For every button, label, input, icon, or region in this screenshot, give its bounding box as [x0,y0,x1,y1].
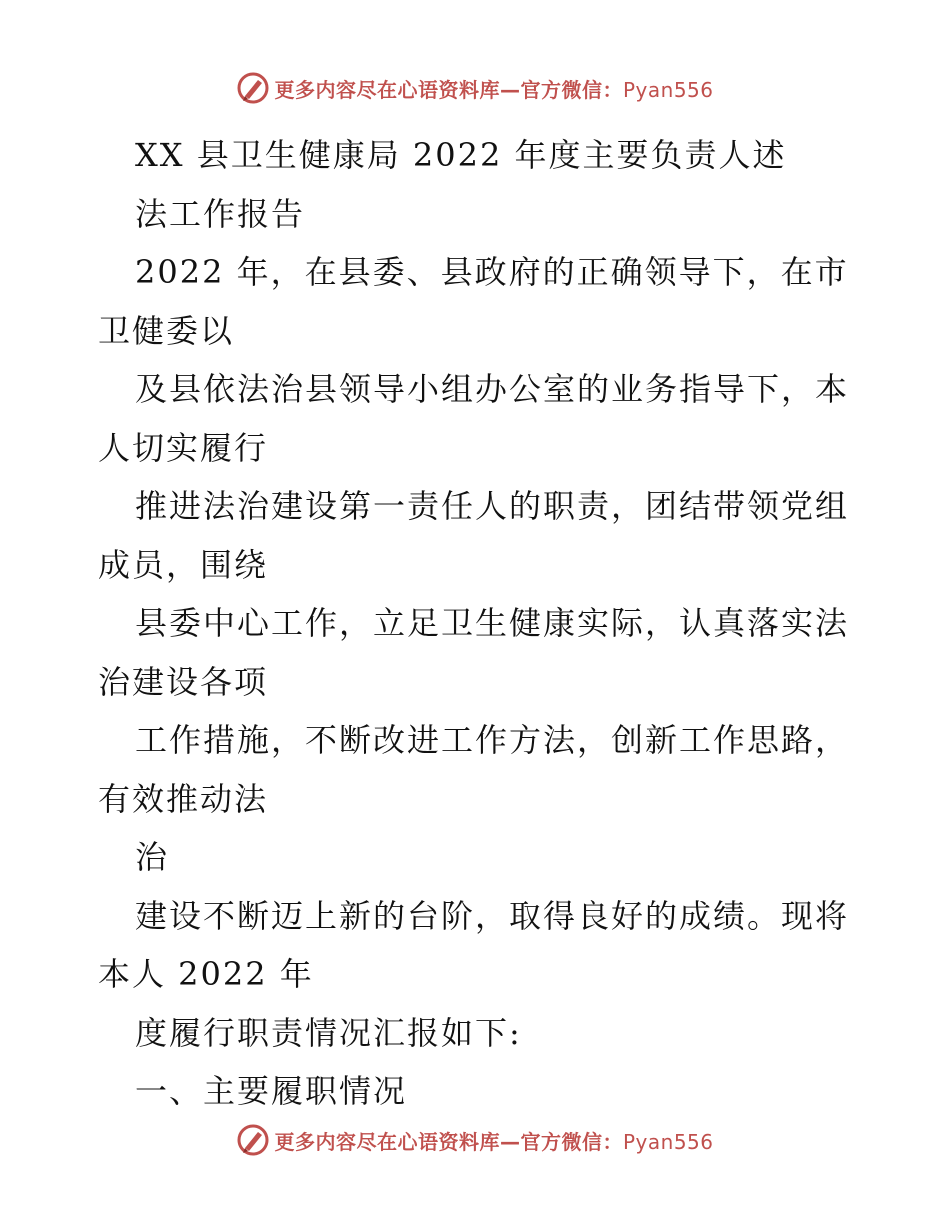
footer-banner [0,1120,950,1160]
paragraph-line: 治建设各项 [98,662,269,701]
paragraph-line: 推进法治建设第一责任人的职责，团结带领党组 [135,487,850,525]
paragraph-line: 工作措施，不断改进工作方法，创新工作思路， [135,721,850,759]
document-body [98,126,858,1121]
wechat-handle: Pyan556 [622,1129,714,1154]
banner-text: 更多内容尽在心语资料库—官方微信：Pyan556 [274,1129,714,1154]
pen-logo-icon [236,71,270,105]
paragraph-line: 成员，围绕 [98,545,269,584]
paragraph-line: 人切实履行 [98,428,269,467]
paragraph-line: 及县依法治县领导小组办公室的业务指导下，本 [135,370,850,408]
paragraph-line: 2022 年，在县委、县政府的正确领导下，在市 [135,253,849,291]
section-heading: 一、主要履职情况 [135,1072,408,1110]
paragraph-line: 有效推动法 [98,779,269,818]
paragraph-line: 度履行职责情况汇报如下: [135,1013,522,1052]
title-line-1: XX 县卫生健康局 2022 年度主要负责人述 [135,136,787,174]
paragraph-line: 建设不断迈上新的台阶，取得良好的成绩。现将 [135,896,850,935]
title-line-2: 法工作报告 [135,194,306,233]
paragraph-line: 县委中心工作，立足卫生健康实际，认真落实法 [135,604,850,642]
pen-logo-icon [236,1123,270,1157]
paragraph-line: 卫健委以 [98,311,235,350]
header-banner [0,68,950,108]
wechat-handle: Pyan556 [622,77,714,102]
paragraph-line: 本人 2022 年 [98,955,314,993]
banner-text: 更多内容尽在心语资料库—官方微信：Pyan556 [274,77,714,102]
paragraph-line: 治 [135,838,170,876]
